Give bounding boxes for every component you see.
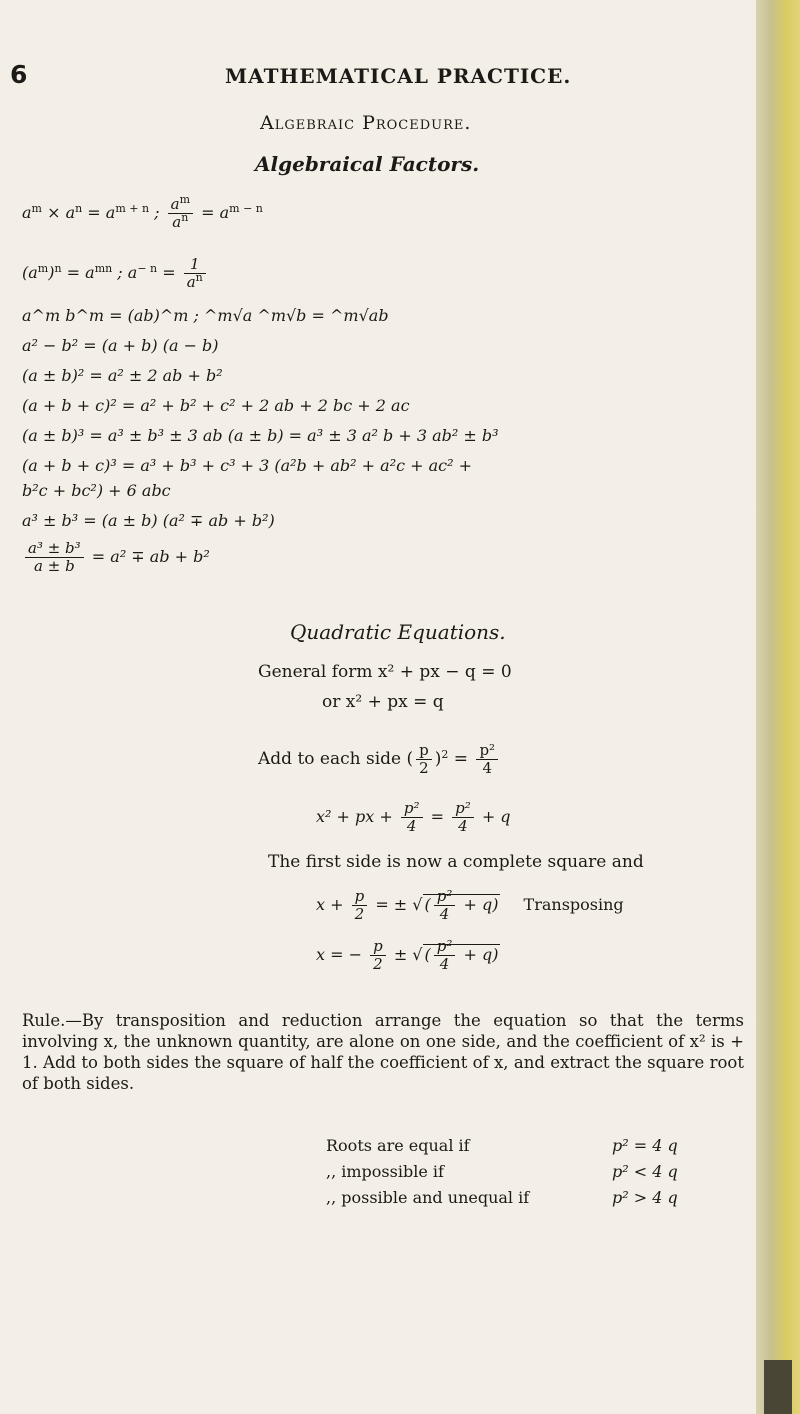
roots-cond-2: p² < 4 q [612, 1162, 678, 1181]
formula-binomial-square: (a ± b)² = a² ± 2 ab + b² [22, 366, 223, 385]
formula-roots: a^m b^m = (ab)^m ; ^m√a ^m√b = ^m√ab [22, 306, 389, 325]
page-edge-shadow [764, 1360, 792, 1414]
general-form: General form x² + px − q = 0 [258, 662, 512, 682]
formula-cubes-quotient: $\frac{\text{a³ ± b³}}{a \pm b}$ = a² ∓ ab + b² [22, 540, 210, 575]
page-number: 6 [10, 60, 28, 89]
formula-power-product: $a^m \times a^n = a^{m + n}$ ; $\frac{a^m}{a^n}$ = $a^{m - n}$ [22, 193, 263, 231]
page-edge [756, 0, 800, 1414]
fraction: $\frac{p}{2}$ [352, 888, 368, 923]
section-title: Algebraic Procedure. [260, 112, 472, 134]
formula-trinomial-cube-cont: b²c + bc²) + 6 abc [22, 481, 171, 500]
roots-label-3: ,, possible and unequal if [326, 1188, 530, 1207]
square-root-equation: x + $\frac{p}{2}$ = ± √ ( $\frac{\text{p²}}{4}$ + q) Transposing [316, 887, 624, 923]
rule-paragraph: Rule.—By transposition and reduction arrange the equation so that the terms involving x, the unknown quantity, are alone on one side, and the coefficient of x² is + 1. Add to both sides the square of half the coefficient of x, and extract the square root of both sides. [22, 1011, 744, 1093]
first-side-text: The first side is now a complete square and [268, 852, 644, 872]
factors-title: Algebraical Factors. [255, 152, 480, 176]
roots-label-1: Roots are equal if [326, 1136, 470, 1155]
solution-equation: x = − $\frac{p}{2}$ ± √ ( $\frac{\text{p²}}{4}$ + q) [316, 937, 499, 973]
roots-cond-3: p² > 4 q [612, 1188, 678, 1207]
or-form: or x² + px = q [322, 692, 444, 712]
fraction: $\frac{\text{a³ ± b³}}{a \pm b}$ [25, 540, 84, 575]
fraction: $\frac{p}{2}$ [370, 938, 386, 973]
fraction: $\frac{1}{a^n}$ [184, 256, 206, 291]
fraction: $\frac{\text{p²}}{4}$ [401, 800, 423, 835]
roots-label-2: ,, impossible if [326, 1162, 444, 1181]
formula-binomial-cube: (a ± b)³ = a³ ± b³ ± 3 ab (a ± b) = a³ ± 3 a² b + 3 ab² ± b³ [22, 426, 499, 445]
running-head: MATHEMATICAL PRACTICE. [225, 64, 572, 88]
formula-trinomial-square: (a + b + c)² = a² + b² + c² + 2 ab + 2 bc + 2 ac [22, 396, 410, 415]
fraction: $\frac{\text{p²}}{4}$ [452, 800, 474, 835]
formula-trinomial-cube: (a + b + c)³ = a³ + b³ + c³ + 3 (a²b + ab² + a²c + ac² + [22, 456, 473, 475]
fraction: $\frac{a^m}{a^n}$ [168, 196, 193, 231]
formula-difference-of-squares: a² − b² = (a + b) (a − b) [22, 336, 219, 355]
fraction: $\frac{\text{p²}}{4}$ [434, 888, 456, 923]
formula-power-of-power: $(a^m)^n = a^{mn}$ ; $a^{- n}$ = $\frac{1}{a^n}$ [22, 256, 209, 291]
formula-sum-of-cubes: a³ ± b³ = (a ± b) (a² ∓ ab + b²) [22, 511, 275, 530]
roots-cond-1: p² = 4 q [612, 1136, 678, 1155]
fraction: $\frac{p}{2}$ [416, 742, 432, 777]
quadratic-title: Quadratic Equations. [290, 620, 506, 644]
fraction: $\frac{\text{p²}}{4}$ [476, 742, 498, 777]
completed-equation: x² + px + $\frac{\text{p²}}{4}$ = $\frac{\text{p²}}{4}$ + q [316, 799, 511, 835]
add-each-side: Add to each side ( $\frac{p}{2}$ )$^2$ = $\frac{\text{p²}}{4}$ [258, 742, 501, 777]
fraction: $\frac{\text{p²}}{4}$ [434, 938, 456, 973]
